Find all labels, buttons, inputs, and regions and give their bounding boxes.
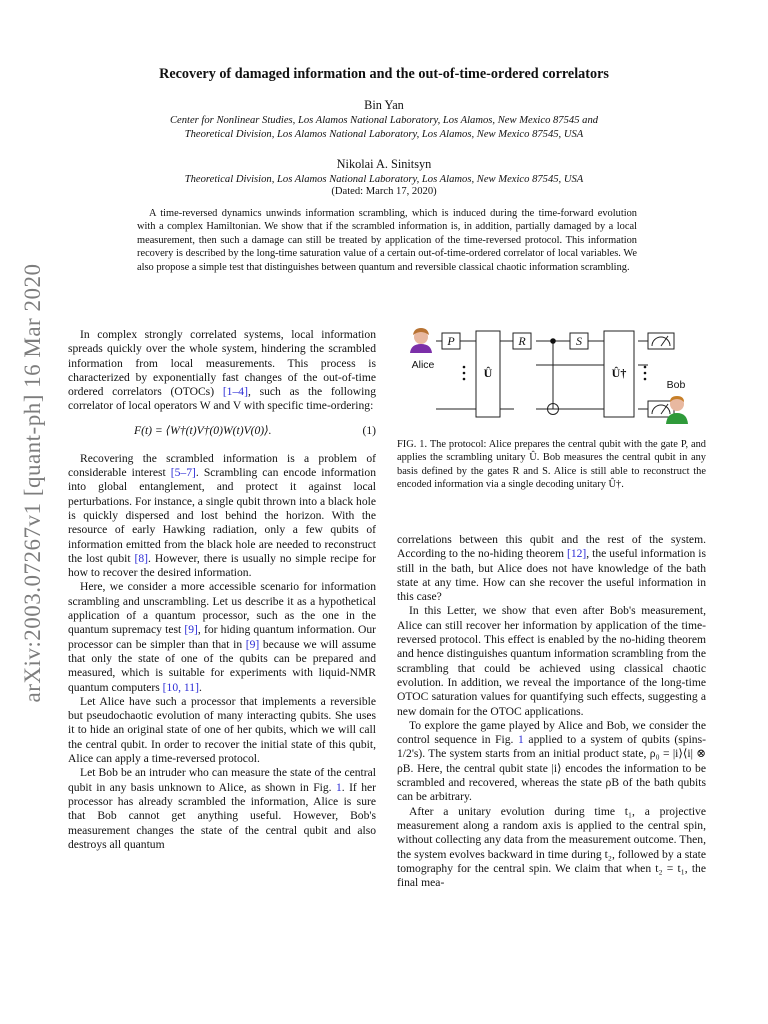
text-run: Recovering the scrambled information is a problem of considerable interest (68, 451, 376, 480)
text-run: . However, there is usually no simple recipe for how to recover the desired information. (68, 551, 376, 580)
paragraph-control-sequence (397, 719, 706, 805)
arxiv-id: arXiv:2003.07267v1 [quant-ph] 16 Mar 2020 (20, 263, 45, 703)
gate-u-label: Û (483, 366, 493, 380)
text-run: applied to a system of qubits (spins-1/2's). The system starts from an initial product state, ρ₀ = |i⟩⟨i| ⊗ ρB. Here, the central qubit state |i⟩ encodes the information to be scrambled and recovered, whereas the state ρB of the bath qubits can be arbitrary. (397, 733, 706, 804)
control-dot (550, 338, 556, 344)
paragraph-alice: Let Alice have such a processor that implements a reversible but pseudochaotic evolution of many interacting qubits. She uses it to hide an original state of one of her qubits, which we will call the central qubit. In order to recover the initial state of this qubit, Alice can apply a time-reversed protocol. (68, 694, 376, 766)
figure-caption: FIG. 1. The protocol: Alice prepares the central qubit with the gate P, and applies the scrambling unitary Û. Bob measures the central qubit in any basis defined by the gates R and S. Alice is still able to reconstruct the encoded information via a single decoding unitary Û†. (397, 439, 706, 490)
text-run: In complex strongly correlated systems, local information spreads quickly over the whole system, hindering the scrambled information from local measurements. This process is characterized by exponentially fast changes of the out-of-time ordered correlators (OTOCs) (68, 328, 376, 399)
paragraph-scenario (68, 580, 376, 694)
affiliation-2: Theoretical Division, Los Alamos National Laboratory, Los Alamos, New Mexico 87545, USA (184, 174, 584, 185)
citation-link[interactable]: [5–7] (170, 466, 196, 480)
alice-avatar-icon (410, 328, 432, 353)
paragraph-letter-claim: In this Letter, we show that even after Bob's measurement, Alice can still recover her information by application of the time-reversed protocol. This effect is enabled by the no-hiding theorem and hence distinguishes quantum information scrambling from the scrambling that could be achieved using classical chaotic evolution. In addition, we reveal the importance of the long-time OTOC saturation values for quantifying such effects, suggesting a new domain for the OTOC applications. (397, 604, 706, 718)
equation-otoc: F(t) = ⟨W†(t)V†(0)W(t)V(0)⟩. (134, 423, 272, 437)
text-run: , for hiding quantum information. Our processor can be simpler than that in (68, 623, 376, 651)
paragraph-continued (397, 533, 706, 604)
text-run: Here, we consider a more accessible scenario for information scrambling and unscrambling. Let us describe it as a hypothetical application of a quantum processor, such as the one in the quantum supremacy test (68, 580, 376, 637)
figure-link[interactable]: 1 (335, 780, 342, 794)
paragraph-bob (68, 766, 376, 852)
alice-label: Alice (411, 359, 435, 371)
gate-udagger-label: Û† (611, 366, 627, 380)
gate-s-label: S (576, 334, 582, 348)
gate-p-label: P (447, 334, 455, 348)
text-run: . If her processor has already scrambled the information, Alice is sure that Bob cannot get anything useful. However, Bob's measurement changes the state of the central qubit and also destroys all quantum (68, 780, 376, 851)
left-column (68, 328, 376, 852)
text-run: Let Bob be an intruder who can measure the state of the central qubit in any basis unknown to Alice, as shown in Fig. (68, 766, 376, 794)
text-run: , the useful information is still in the bath, but Alice does not have knowledge of the bath state at any time. How can she recover the useful information in this case? (397, 547, 706, 604)
bob-label: Bob (666, 379, 686, 391)
equation-number: (1) (362, 423, 376, 437)
paragraph-intro (68, 328, 376, 414)
affiliation-1a: Center for Nonlinear Studies, Los Alamos National Laboratory, Los Alamos, New Mexico 87545 and (169, 115, 599, 126)
text-run: . (198, 680, 202, 694)
text-run: correlations between this qubit and the rest of the system. According to the no-hiding theorem (397, 533, 706, 561)
protocol-circuit-figure (402, 325, 714, 427)
text-run: To explore the game played by Alice and Bob, we consider the control sequence in Fig. (397, 718, 706, 747)
paper-title: Recovery of damaged information and the out-of-time-ordered correlators (159, 66, 609, 82)
paragraph-evolution: After a unitary evolution during time t₁, a projective measurement along a random axis is applied to the central spin, without collecting any data from the measurement outcome. Then, the system evolves backward in time during t₂, followed by a state tomography for the central spin. We claim that when t₂ = t₁, the final mea- (397, 804, 706, 890)
figure-link[interactable]: 1 (518, 733, 524, 747)
citation-link[interactable]: [8] (134, 551, 149, 565)
citation-link[interactable]: [10, 11] (162, 680, 199, 694)
citation-link[interactable]: [9] (245, 637, 260, 651)
citation-link[interactable]: [12] (566, 547, 587, 561)
right-column (397, 533, 706, 890)
affiliation-1b: Theoretical Division, Los Alamos National Laboratory, Los Alamos, New Mexico 87545, USA (184, 129, 584, 140)
gate-r-label: R (518, 334, 526, 348)
author-1: Bin Yan (364, 98, 404, 112)
arxiv-sidebar-stamp (18, 258, 48, 708)
text-run: because we will assume that only the state of one of the qubits can be prepared and measured, which is suitable for experiments with liquid-NMR quantum computers (68, 637, 377, 694)
measure-icon (648, 333, 674, 349)
paragraph-recovering (68, 452, 376, 581)
abstract: A time-reversed dynamics unwinds information scrambling, which is induced during the time-forward evolution with a complex Hamiltonian. We show that if the scrambled information is, in addition, partially damaged by a local measurement, then such a damage can still be treated by application of the time-reversed protocol. This information recovery is described by the long-time saturation value of a certain out-of-time-ordered correlator of local variables. We also propose a simple test that distinguishes between quantum and reversible classical chaotic information scrambling. (137, 208, 637, 273)
date-line: (Dated: March 17, 2020) (331, 186, 437, 197)
text-run: . Scrambling can encode information into global entanglement, and protect it against local perturbations. For instance, a single qubit thrown into a black hole is quickly dispersed and lost behind the horizon. With the resource of early Hawking radiation, only a few qubits of information emitted from the black hole are needed to reconstruct the lost qubit (68, 466, 376, 565)
citation-link[interactable]: [1–4] (222, 385, 248, 399)
equation-1 (68, 417, 376, 447)
text-run: , such as the following correlator of local operators W and V with specific time-ordering: (68, 385, 376, 413)
author-2: Nikolai A. Sinitsyn (336, 157, 432, 171)
citation-link[interactable]: [9] (184, 623, 198, 637)
